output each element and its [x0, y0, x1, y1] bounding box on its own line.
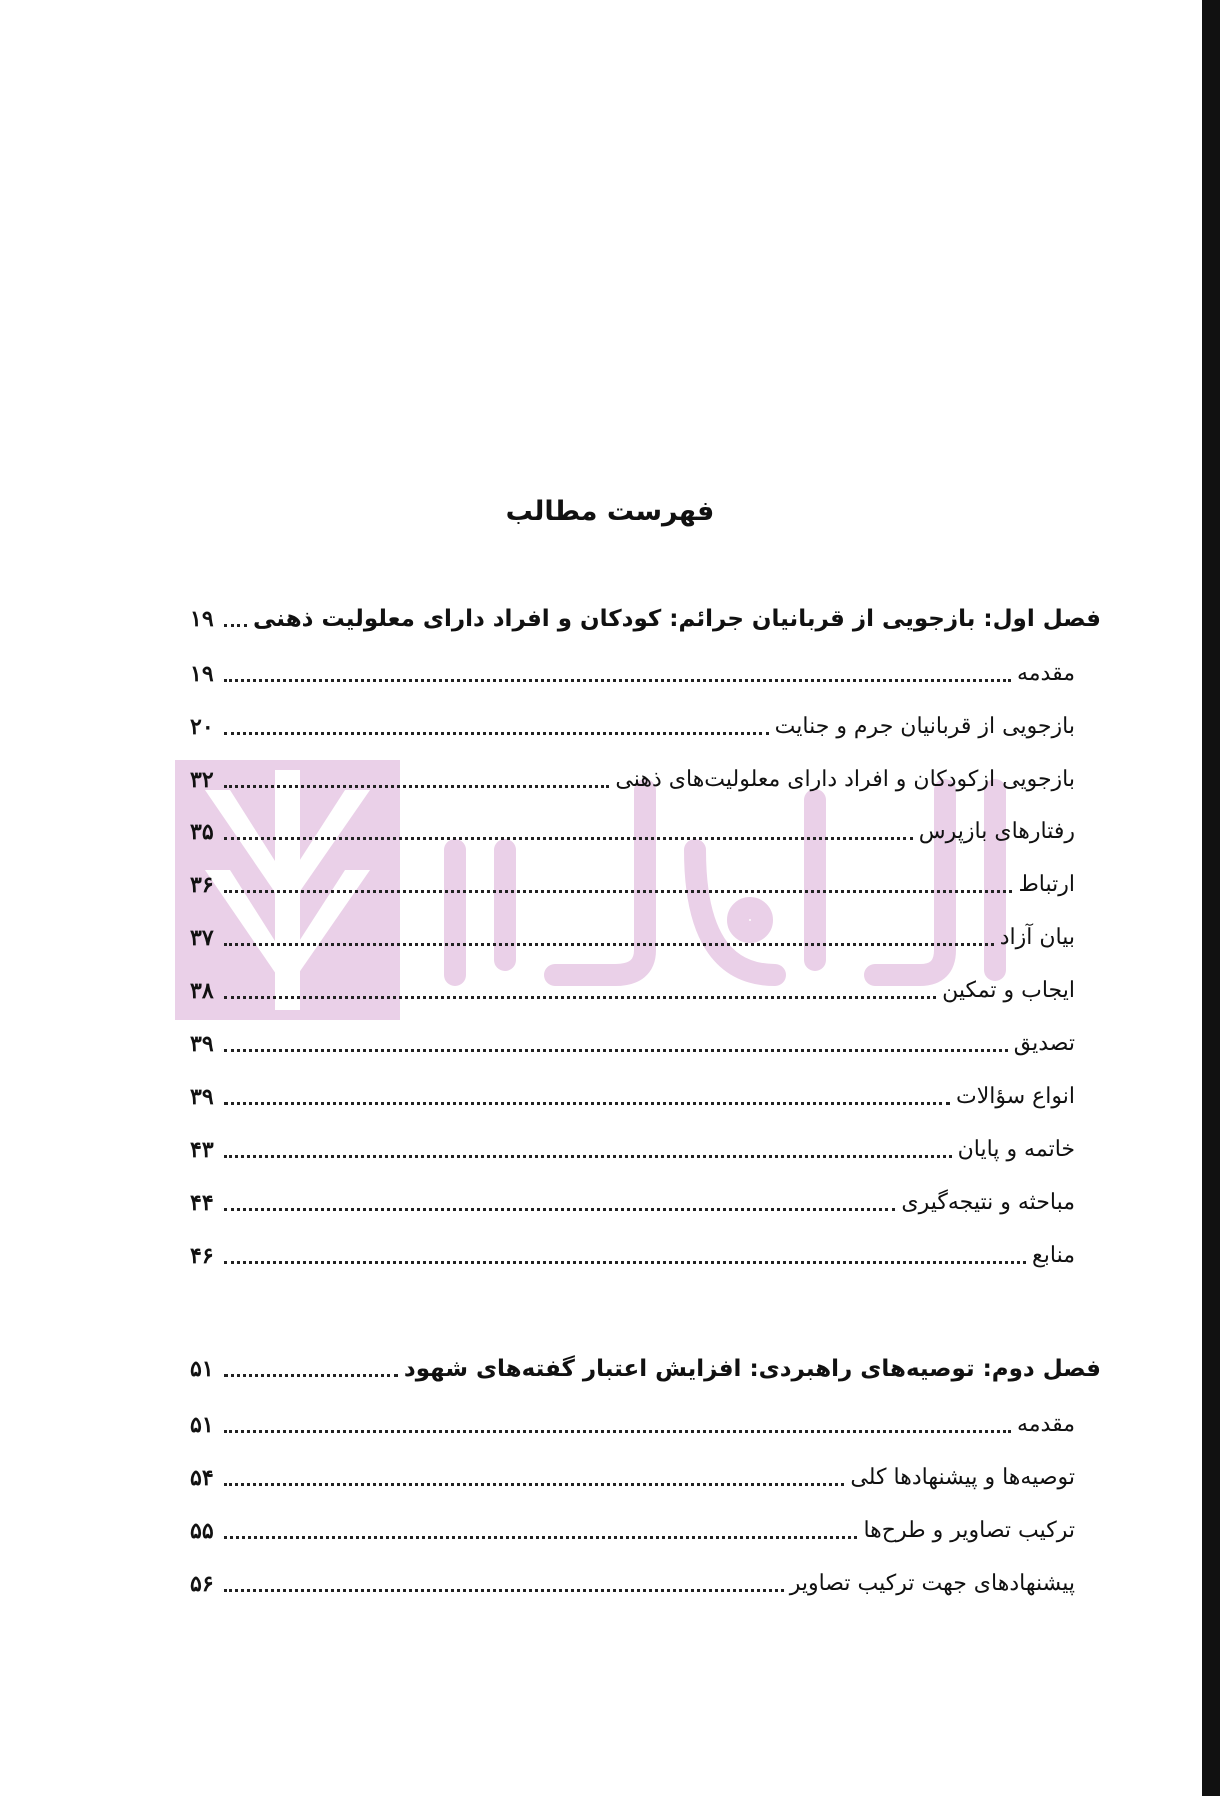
toc-item[interactable] — [190, 861, 1075, 901]
dot-leader — [224, 890, 1012, 893]
page-number: ۵۱ — [190, 1412, 214, 1438]
dot-leader — [224, 1155, 952, 1158]
page-edge-shadow — [1202, 0, 1220, 1796]
toc-item[interactable] — [190, 808, 1075, 848]
toc-item-label: مقدمه — [1016, 661, 1075, 686]
page-number: ۱۹ — [190, 606, 214, 632]
dot-leader — [224, 837, 913, 840]
page-number: ۵۵ — [190, 1518, 214, 1544]
toc-item-label: بازجویی از قربانیان جرم و جنایت — [774, 714, 1075, 739]
dot-leader — [224, 1483, 844, 1486]
toc-item[interactable] — [190, 1507, 1075, 1547]
dot-leader — [224, 732, 769, 735]
toc-item-label: خاتمه و پایان — [957, 1137, 1075, 1162]
dot-leader — [224, 1589, 784, 1592]
toc-item[interactable] — [190, 1179, 1075, 1219]
dot-leader — [224, 1049, 1008, 1052]
toc-item-label: تصدیق — [1013, 1031, 1075, 1056]
dot-leader — [224, 1102, 950, 1105]
page-number: ۵۴ — [190, 1465, 214, 1491]
toc-item[interactable] — [190, 703, 1075, 743]
toc-item[interactable] — [190, 650, 1075, 690]
toc-item-label: ایجاب و تمکین — [942, 978, 1075, 1003]
dot-leader — [224, 785, 609, 788]
dot-leader — [224, 1208, 895, 1211]
chapter-1-entry[interactable] — [190, 595, 1101, 635]
toc-item[interactable] — [190, 1126, 1075, 1166]
dot-leader — [224, 679, 1011, 682]
page-number: ۴۳ — [190, 1137, 214, 1163]
dot-leader — [224, 624, 247, 627]
page-number: ۱۹ — [190, 661, 214, 687]
page-number: ۳۹ — [190, 1031, 214, 1057]
dot-leader — [224, 1536, 857, 1539]
dot-leader — [224, 1261, 1026, 1264]
toc-item-label: توصیه‌ها و پیشنهادها کلی — [850, 1465, 1075, 1490]
toc-item-label: منابع — [1032, 1243, 1075, 1268]
toc-item-label: رفتارهای بازپرس — [918, 819, 1075, 844]
toc-item[interactable] — [190, 1454, 1075, 1494]
page-number: ۵۶ — [190, 1571, 214, 1597]
dot-leader — [224, 943, 994, 946]
dot-leader — [224, 996, 936, 999]
toc-item-label: ترکیب تصاویر و طرح‌ها — [863, 1518, 1075, 1543]
page-number: ۲۰ — [190, 714, 214, 740]
page-number: ۳۶ — [190, 872, 214, 898]
toc-item-label: مقدمه — [1016, 1412, 1075, 1437]
dot-leader — [224, 1430, 1011, 1433]
page-number: ۳۹ — [190, 1084, 214, 1110]
page-number: ۳۸ — [190, 978, 214, 1004]
toc-item-label: پیشنهادهای جهت ترکیب تصاویر — [789, 1571, 1075, 1596]
chapter-heading: فصل اول: بازجویی از قربانیان جرائم: کودکان و افراد دارای معلولیت ذهنی — [253, 606, 1101, 632]
toc-item-label: مباحثه و نتیجه‌گیری — [901, 1190, 1075, 1215]
toc-item-label: انواع سؤالات — [955, 1084, 1075, 1109]
toc-item[interactable] — [190, 967, 1075, 1007]
page-number: ۴۶ — [190, 1243, 214, 1269]
page-number: ۳۷ — [190, 925, 214, 951]
toc-item[interactable] — [190, 1401, 1075, 1441]
page-number: ۴۴ — [190, 1190, 214, 1216]
page-number: ۳۵ — [190, 819, 214, 845]
toc-item-label: ارتباط — [1018, 872, 1075, 897]
toc-item[interactable] — [190, 914, 1075, 954]
chapter-2-entry[interactable] — [190, 1345, 1101, 1385]
toc-item-label: بازجویی ازکودکان و افراد دارای معلولیت‌های ذهنی — [615, 767, 1075, 792]
toc-item[interactable] — [190, 1073, 1075, 1113]
toc-item-label: بیان آزاد — [999, 925, 1075, 950]
toc-item[interactable] — [190, 1020, 1075, 1060]
page-number: ۵۱ — [190, 1356, 214, 1382]
table-of-contents-title: فهرست مطالب — [505, 496, 715, 527]
chapter-heading: فصل دوم: توصیه‌های راهبردی: افزایش اعتبار گفته‌های شهود — [403, 1356, 1101, 1382]
toc-item[interactable] — [190, 756, 1075, 796]
toc-item[interactable] — [190, 1232, 1075, 1272]
toc-item[interactable] — [190, 1560, 1075, 1600]
dot-leader — [224, 1374, 398, 1377]
page-number: ۳۲ — [190, 767, 214, 793]
